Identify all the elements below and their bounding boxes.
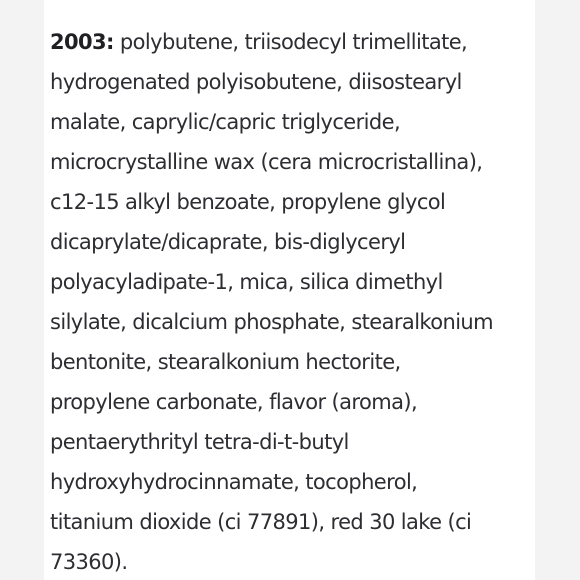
ingredients-line: malate, caprylic/capric triglyceride,	[50, 110, 401, 134]
ingredients-line: dicaprylate/dicaprate, bis-diglyceryl	[50, 230, 406, 254]
ingredients-text: polybutene, triisodecyl trimellitate,	[113, 30, 468, 54]
ingredients-line: pentaerythrityl tetra-di-t-butyl	[50, 430, 349, 454]
ingredients-list	[50, 22, 530, 580]
ingredients-line: titanium dioxide (ci 77891), red 30 lake (ci	[50, 510, 472, 534]
ingredients-line: silylate, dicalcium phosphate, stearalkonium	[50, 310, 493, 334]
ingredients-line: microcrystalline wax (cera microcristallina),	[50, 150, 483, 174]
ingredients-line: c12-15 alkyl benzoate, propylene glycol	[50, 190, 446, 214]
ingredients-line: propylene carbonate, flavor (aroma),	[50, 390, 418, 414]
ingredients-line: bentonite, stearalkonium hectorite,	[50, 350, 401, 374]
ingredients-line: hydrogenated polyisobutene, diisostearyl	[50, 70, 462, 94]
ingredients-line: 73360).	[50, 550, 128, 574]
ingredients-line	[50, 22, 530, 62]
ingredients-line: hydroxyhydrocinnamate, tocopherol,	[50, 470, 418, 494]
ingredients-line: polyacyladipate-1, mica, silica dimethyl	[50, 270, 443, 294]
shade-code: 2003:	[50, 30, 114, 54]
